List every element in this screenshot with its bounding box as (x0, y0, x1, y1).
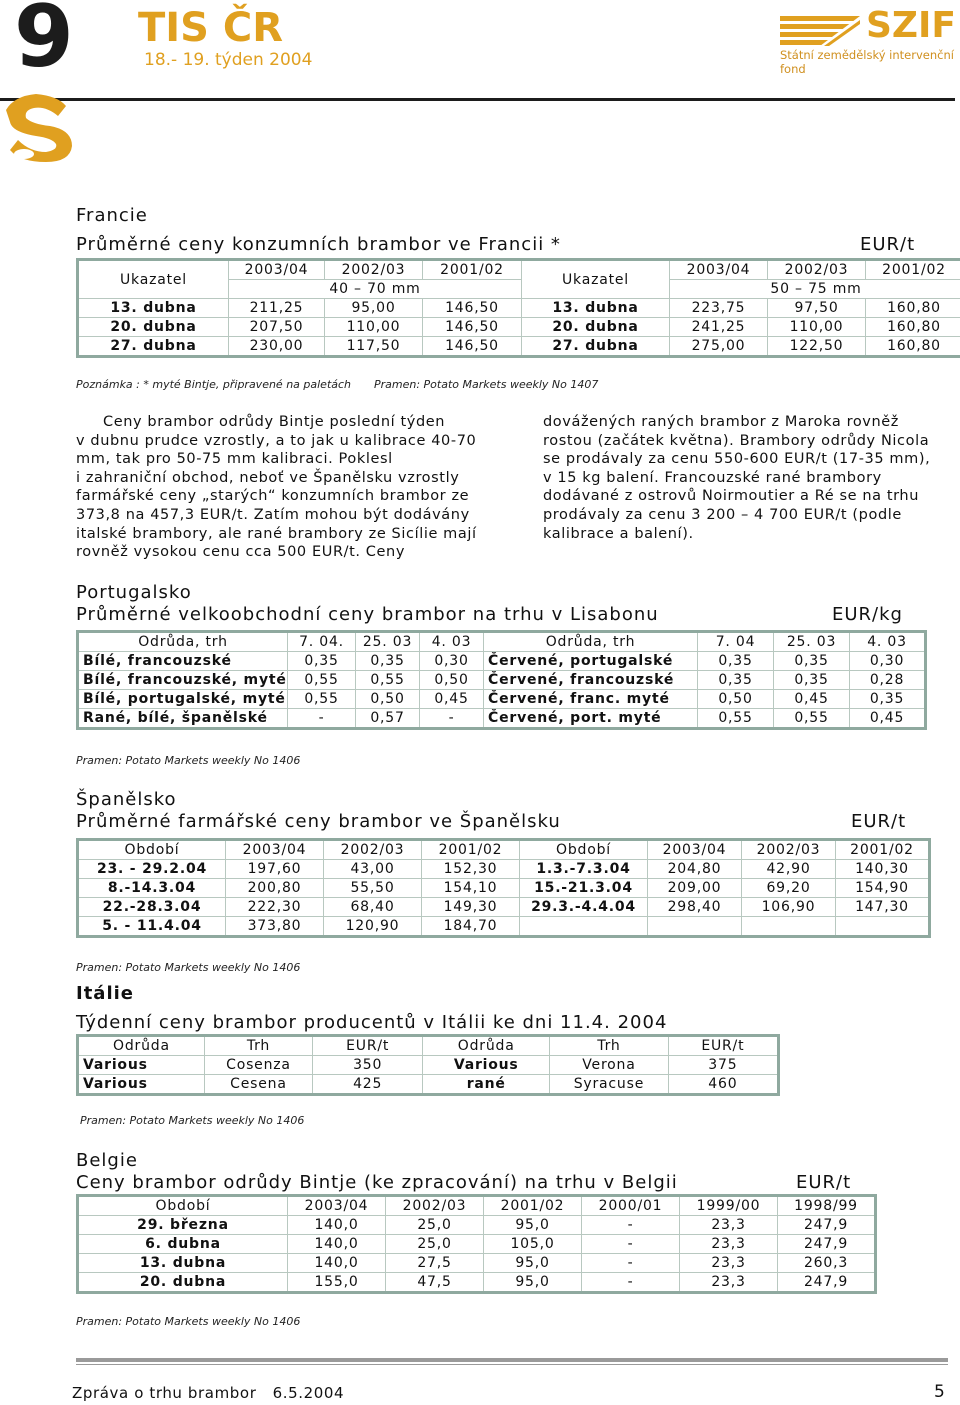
header-cell: Trh (204, 1036, 312, 1056)
cell (520, 917, 648, 937)
header-cell: Období (78, 840, 226, 860)
para-line: prodávaly za cenu 3 200 – 4 700 EUR/t (podle (543, 506, 902, 523)
cell: 209,00 (648, 879, 742, 898)
header-cell: 2001/02 (484, 1196, 582, 1216)
cell: 160,80 (866, 299, 960, 318)
cell: 95,0 (484, 1216, 582, 1235)
table-row (78, 917, 930, 937)
header-cell: 7. 04 (698, 632, 774, 652)
cell: 0,50 (698, 690, 774, 709)
para-line: italské brambory, ale rané brambory ze Sicílie mají (76, 525, 477, 542)
cell (648, 917, 742, 937)
cell: 223,75 (670, 299, 768, 318)
cell: 13. dubna (522, 299, 670, 318)
header-cell: 2002/03 (768, 260, 866, 280)
francie-paragraph-right (543, 413, 947, 543)
table-row (78, 860, 930, 879)
cell: 0,28 (850, 671, 926, 690)
francie-note: Poznámka : * myté Bintje, připravené na paletách (76, 378, 352, 391)
cell: 13. dubna (78, 1254, 288, 1273)
cell: 20. dubna (78, 318, 229, 337)
header-cell: 2001/02 (423, 260, 522, 280)
francie-title: Průměrné ceny konzumních brambor ve Francii * (76, 234, 561, 255)
cell: 140,30 (836, 860, 930, 879)
header-cell: EUR/t (668, 1036, 778, 1056)
cell: 15.-21.3.04 (520, 879, 648, 898)
cell: 425 (313, 1075, 423, 1095)
section-country-italie: Itálie (76, 983, 134, 1004)
footer-title: Zpráva o trhu brambor 6.5.2004 (72, 1384, 345, 1402)
cell: - (582, 1273, 680, 1293)
cell: Various (423, 1056, 550, 1075)
portugalsko-title: Průměrné velkoobchodní ceny brambor na trhu v Lisabonu (76, 604, 659, 625)
header-cell: 4. 03 (420, 632, 484, 652)
cell: 375 (668, 1056, 778, 1075)
issue-number: 9 (14, 0, 72, 87)
italie-title: Týdenní ceny brambor producentů v Itálii ke dni 11.4. 2004 (76, 1012, 668, 1033)
table-row (78, 337, 960, 357)
cell: 0,35 (698, 652, 774, 671)
section-country-francie: Francie (76, 205, 148, 226)
cell: 117,50 (325, 337, 423, 357)
cell: 27. dubna (78, 337, 229, 357)
header-cell: 2000/01 (582, 1196, 680, 1216)
header-cell: Odrůda (423, 1036, 550, 1056)
header-cell: EUR/t (313, 1036, 423, 1056)
cell: Various (78, 1075, 205, 1095)
para-line: dodávané z ostrovů Noirmoutier a Ré se na trhu (543, 488, 920, 505)
cell (836, 917, 930, 937)
cell: 110,00 (325, 318, 423, 337)
belgie-source: Pramen: Potato Markets weekly No 1406 (76, 1315, 301, 1328)
cell: Rané, bílé, španělské (78, 709, 288, 729)
cell: 230,00 (229, 337, 325, 357)
cell: 0,30 (420, 652, 484, 671)
spanelsko-unit: EUR/t (851, 811, 907, 832)
header-cell: 2001/02 (422, 840, 520, 860)
header-cell: 2001/02 (836, 840, 930, 860)
cell: Červené, franc. myté (484, 690, 698, 709)
header-cell: 4. 03 (850, 632, 926, 652)
table-row (78, 671, 926, 690)
para-line: kalibrace a balení). (543, 525, 694, 542)
cell: 68,40 (324, 898, 422, 917)
cell: 23,3 (680, 1254, 778, 1273)
header-cell: 7. 04. (288, 632, 356, 652)
cell: 0,50 (420, 671, 484, 690)
cell: 0,35 (850, 690, 926, 709)
para-line: 373,8 na 457,3 EUR/t. Zatím mohou být dodávány (76, 506, 470, 523)
cell: 29. března (78, 1216, 288, 1235)
cell: 6. dubna (78, 1235, 288, 1254)
cell: 27,5 (386, 1254, 484, 1273)
cell: 0,35 (774, 652, 850, 671)
footer-rule-thin (76, 1364, 948, 1365)
cell: 0,55 (774, 709, 850, 729)
cell: Červené, francouzské (484, 671, 698, 690)
cell: 95,00 (325, 299, 423, 318)
section-country-belgie: Belgie (76, 1150, 138, 1171)
portugalsko-source: Pramen: Potato Markets weekly No 1406 (76, 754, 301, 767)
header-cell: Odrůda, trh (78, 632, 288, 652)
header-cell: 1999/00 (680, 1196, 778, 1216)
header-cell: Období (520, 840, 648, 860)
cell: 23. - 29.2.04 (78, 860, 226, 879)
header-cell: 2002/03 (386, 1196, 484, 1216)
cell: 25,0 (386, 1235, 484, 1254)
cell: 154,10 (422, 879, 520, 898)
section-country-spanelsko: Španělsko (76, 789, 177, 810)
cell: 0,30 (850, 652, 926, 671)
cell: 20. dubna (78, 1273, 288, 1293)
cell: 43,00 (324, 860, 422, 879)
cell: 275,00 (670, 337, 768, 357)
portugalsko-table (76, 630, 927, 730)
cell: 247,9 (778, 1273, 876, 1293)
cell: - (288, 709, 356, 729)
cell: Cesena (204, 1075, 312, 1095)
para-line: Ceny brambor odrůdy Bintje poslední týden (103, 414, 446, 430)
para-line: v dubnu prudce vzrostly, a to jak u kalibrace 40-70 (76, 432, 477, 449)
cell: 149,30 (422, 898, 520, 917)
header-cell: 25. 03 (774, 632, 850, 652)
cell: 110,00 (768, 318, 866, 337)
size-cell: 40 – 70 mm (229, 280, 522, 299)
francie-source: Pramen: Potato Markets weekly No 1407 (374, 378, 599, 391)
header-cell: Ukazatel (522, 260, 670, 299)
header-cell: Odrůda (78, 1036, 205, 1056)
cell: 47,5 (386, 1273, 484, 1293)
page-number: 5 (934, 1382, 945, 1402)
cell: 222,30 (226, 898, 324, 917)
para-line: farmářské ceny „starých“ konzumních brambor ze (76, 488, 470, 505)
cell: Bílé, francouzské, myté (78, 671, 288, 690)
cell: 200,80 (226, 879, 324, 898)
header-cell: 2003/04 (670, 260, 768, 280)
cell: Červené, portugalské (484, 652, 698, 671)
cell: 204,80 (648, 860, 742, 879)
cell (742, 917, 836, 937)
szif-subtitle: Státní zemědělský intervenční fond (780, 48, 954, 76)
spanelsko-source: Pramen: Potato Markets weekly No 1406 (76, 961, 301, 974)
para-line: i zahraniční obchod, neboť ve Španělsku vzrostly (76, 469, 460, 486)
header-cell: 1998/99 (778, 1196, 876, 1216)
table-row (78, 1216, 876, 1235)
cell: 147,30 (836, 898, 930, 917)
header-cell: Období (78, 1196, 288, 1216)
cell: 122,50 (768, 337, 866, 357)
header-cell: 2002/03 (324, 840, 422, 860)
cell: 23,3 (680, 1216, 778, 1235)
cell: 154,90 (836, 879, 930, 898)
cell: 13. dubna (78, 299, 229, 318)
cell: 0,55 (288, 671, 356, 690)
cell: 197,60 (226, 860, 324, 879)
cell: 260,3 (778, 1254, 876, 1273)
belgie-title: Ceny brambor odrůdy Bintje (ke zpracování) na trhu v Belgii (76, 1172, 678, 1193)
header-cell: 2003/04 (226, 840, 324, 860)
szif-stripes-icon (780, 16, 860, 46)
cell: 160,80 (866, 318, 960, 337)
cell: Various (78, 1056, 205, 1075)
cell: 184,70 (422, 917, 520, 937)
table-row (78, 1056, 779, 1075)
cell: 0,35 (698, 671, 774, 690)
cell: 0,57 (356, 709, 420, 729)
italie-table (76, 1034, 780, 1096)
footer-rule (76, 1358, 948, 1362)
section-country-portugalsko: Portugalsko (76, 582, 192, 603)
cell: 140,0 (288, 1216, 386, 1235)
cell: 247,9 (778, 1216, 876, 1235)
belgie-table (76, 1194, 877, 1294)
table-row (78, 299, 960, 318)
cell: 298,40 (648, 898, 742, 917)
cell: 27. dubna (522, 337, 670, 357)
table-row (78, 1075, 779, 1095)
table-row (78, 898, 930, 917)
cell: Bílé, portugalské, myté (78, 690, 288, 709)
cell: 5. - 11.4.04 (78, 917, 226, 937)
cell: 0,55 (288, 690, 356, 709)
cell: 350 (313, 1056, 423, 1075)
cell: 69,20 (742, 879, 836, 898)
para-line: dovážených raných brambor z Maroka rovněž (543, 414, 900, 430)
cell: 120,90 (324, 917, 422, 937)
header-rule (0, 98, 955, 101)
cell: 211,25 (229, 299, 325, 318)
cell: Cosenza (204, 1056, 312, 1075)
table-row (78, 709, 926, 729)
cell: 42,90 (742, 860, 836, 879)
cell: 0,55 (698, 709, 774, 729)
cell: 140,0 (288, 1254, 386, 1273)
para-line: rovněž vysokou cenu cca 500 EUR/t. Ceny (76, 544, 406, 561)
para-line: se prodávaly za cenu 550-600 EUR/t (17-35 mm), (543, 451, 931, 468)
table-row (78, 1254, 876, 1273)
cell: 0,35 (356, 652, 420, 671)
belgie-unit: EUR/t (796, 1172, 852, 1193)
cell: 207,50 (229, 318, 325, 337)
header-cell: 2002/03 (742, 840, 836, 860)
spanelsko-title: Průměrné farmářské ceny brambor ve Španělsku (76, 811, 561, 832)
portugalsko-unit: EUR/kg (832, 604, 903, 625)
potato-logo-icon (6, 92, 76, 164)
francie-table (76, 258, 960, 358)
header-cell: 25. 03 (356, 632, 420, 652)
header-cell: Ukazatel (78, 260, 229, 299)
cell: 95,0 (484, 1254, 582, 1273)
table-row (78, 1235, 876, 1254)
cell: 146,50 (423, 299, 522, 318)
cell: 8.-14.3.04 (78, 879, 226, 898)
cell: 0,35 (288, 652, 356, 671)
cell: 0,45 (850, 709, 926, 729)
spanelsko-table (76, 838, 931, 938)
cell: 155,0 (288, 1273, 386, 1293)
cell: Bílé, francouzské (78, 652, 288, 671)
cell: 0,55 (356, 671, 420, 690)
cell: 20. dubna (522, 318, 670, 337)
cell: 22.-28.3.04 (78, 898, 226, 917)
cell: Červené, port. myté (484, 709, 698, 729)
table-row (78, 690, 926, 709)
cell: 160,80 (866, 337, 960, 357)
size-cell: 50 – 75 mm (670, 280, 960, 299)
header-cell: 2003/04 (648, 840, 742, 860)
cell: 140,0 (288, 1235, 386, 1254)
cell: 106,90 (742, 898, 836, 917)
cell: Syracuse (550, 1075, 669, 1095)
header-cell: Trh (550, 1036, 669, 1056)
cell: 95,0 (484, 1273, 582, 1293)
cell: 1.3.-7.3.04 (520, 860, 648, 879)
week-label: 18.- 19. týden 2004 (144, 50, 313, 70)
cell: rané (423, 1075, 550, 1095)
cell: 373,80 (226, 917, 324, 937)
header-cell: 2003/04 (288, 1196, 386, 1216)
cell: 0,45 (420, 690, 484, 709)
header-cell: 2002/03 (325, 260, 423, 280)
cell: 105,0 (484, 1235, 582, 1254)
cell: 460 (668, 1075, 778, 1095)
cell: 146,50 (423, 318, 522, 337)
table-row (78, 318, 960, 337)
cell: 146,50 (423, 337, 522, 357)
header-cell: Odrůda, trh (484, 632, 698, 652)
francie-paragraph-left (76, 413, 478, 562)
para-line: v 15 kg balení. Francouzské rané brambory (543, 469, 882, 486)
cell: 0,35 (774, 671, 850, 690)
francie-unit: EUR/t (860, 234, 916, 255)
table-row (78, 652, 926, 671)
table-row (78, 879, 930, 898)
cell: 97,50 (768, 299, 866, 318)
cell: 55,50 (324, 879, 422, 898)
cell: - (582, 1216, 680, 1235)
header-cell: 2001/02 (866, 260, 960, 280)
italie-source: Pramen: Potato Markets weekly No 1406 (80, 1114, 305, 1127)
cell: Verona (550, 1056, 669, 1075)
cell: - (582, 1254, 680, 1273)
cell: - (582, 1235, 680, 1254)
cell: 0,50 (356, 690, 420, 709)
cell: 25,0 (386, 1216, 484, 1235)
header-cell: 2003/04 (229, 260, 325, 280)
cell: 23,3 (680, 1235, 778, 1254)
cell: 29.3.-4.4.04 (520, 898, 648, 917)
para-line: mm, tak pro 50-75 mm kalibraci. Poklesl (76, 451, 393, 468)
cell: 152,30 (422, 860, 520, 879)
cell: 247,9 (778, 1235, 876, 1254)
szif-logo: SZIF (866, 5, 957, 46)
para-line: rostou (začátek května). Brambory odrůdy Nicola (543, 432, 930, 449)
cell: 0,45 (774, 690, 850, 709)
cell: - (420, 709, 484, 729)
table-row (78, 1273, 876, 1293)
publication-title: TIS ČR (138, 5, 284, 51)
cell: 23,3 (680, 1273, 778, 1293)
cell: 241,25 (670, 318, 768, 337)
